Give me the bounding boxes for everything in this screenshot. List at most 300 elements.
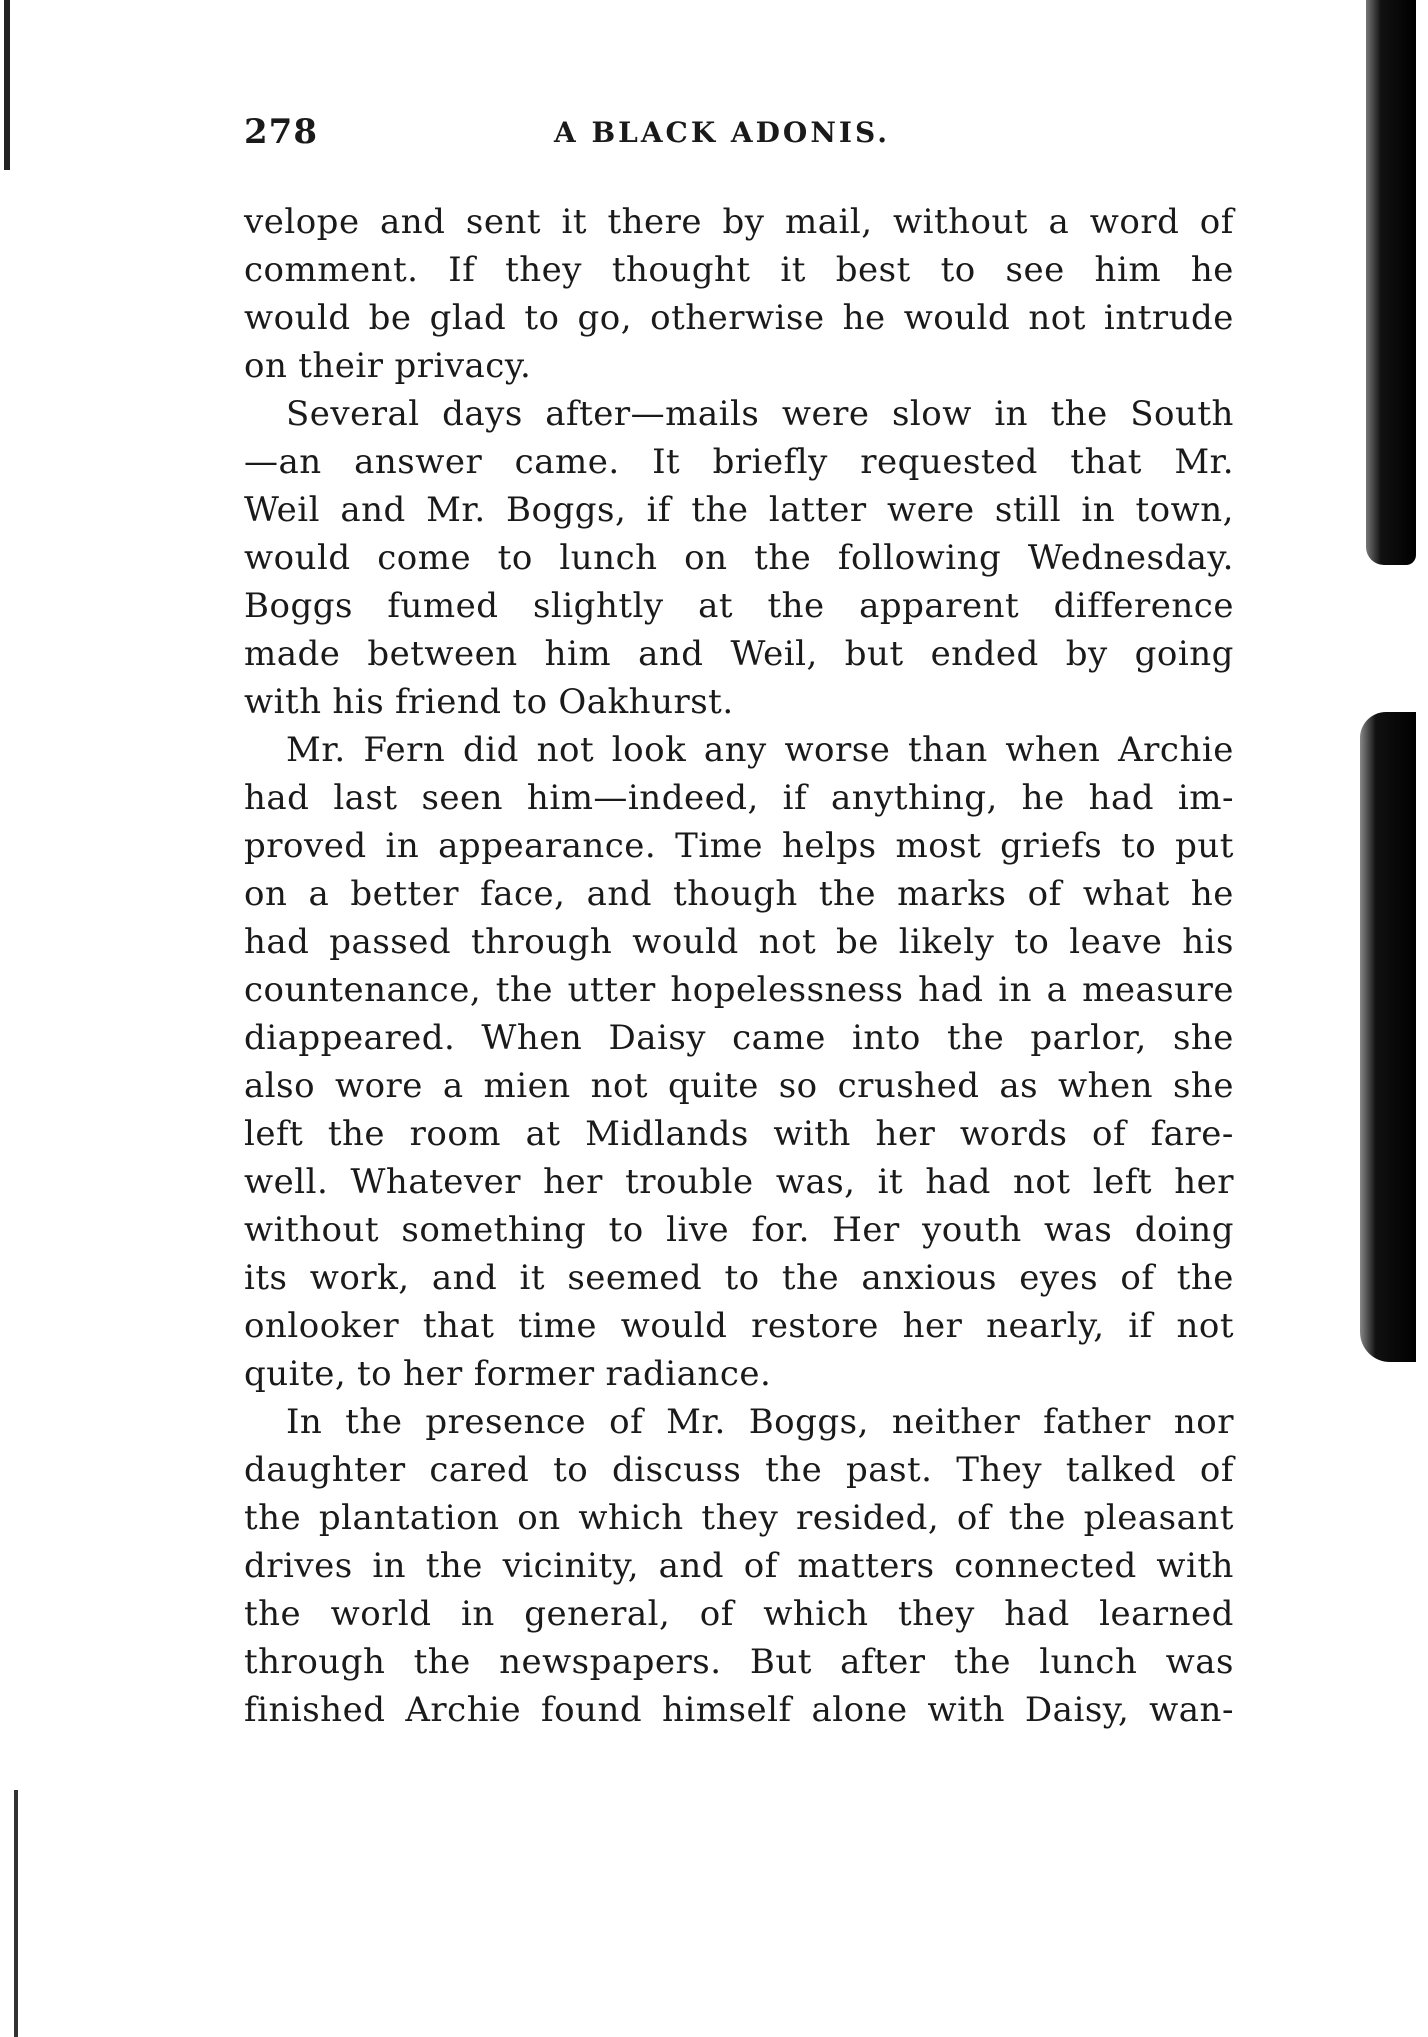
word: seen bbox=[421, 778, 504, 818]
word: would bbox=[244, 298, 351, 338]
word: world bbox=[330, 1594, 432, 1634]
word: of bbox=[1092, 1114, 1127, 1154]
word: he bbox=[842, 298, 886, 338]
word: Boggs, bbox=[506, 490, 627, 530]
word: Weil bbox=[244, 490, 321, 530]
word: he bbox=[1190, 874, 1234, 914]
word: They bbox=[956, 1450, 1043, 1490]
word: the bbox=[691, 490, 749, 530]
word: proved bbox=[244, 826, 367, 866]
word: to bbox=[724, 1258, 760, 1298]
word: finished bbox=[244, 1690, 386, 1730]
word: wore bbox=[334, 1066, 423, 1106]
text-line bbox=[244, 630, 1234, 678]
word: leave bbox=[1069, 922, 1163, 962]
text-line bbox=[244, 246, 1234, 294]
word: would bbox=[903, 298, 1011, 338]
word: was, bbox=[775, 1162, 856, 1202]
text-line bbox=[244, 438, 1234, 486]
word: requested bbox=[860, 442, 1038, 482]
word: helps bbox=[781, 826, 877, 866]
word: to bbox=[553, 1450, 589, 1490]
word: it bbox=[877, 1162, 904, 1202]
word: radiance. bbox=[605, 1354, 772, 1394]
word: so bbox=[778, 1066, 818, 1106]
word: her bbox=[543, 1162, 603, 1202]
word: passed bbox=[329, 922, 452, 962]
word: there bbox=[607, 202, 703, 242]
word: trouble bbox=[625, 1162, 754, 1202]
word: its bbox=[244, 1258, 288, 1298]
word: alone bbox=[811, 1690, 908, 1730]
word: Boggs bbox=[244, 586, 353, 626]
text-line bbox=[244, 726, 1234, 774]
word: worse bbox=[784, 730, 891, 770]
word: after—mails bbox=[545, 394, 760, 434]
word: and bbox=[658, 1546, 725, 1586]
word: would bbox=[244, 538, 351, 578]
word: mail, bbox=[784, 202, 873, 242]
word: without bbox=[892, 202, 1029, 242]
word: a bbox=[1048, 202, 1070, 242]
word: with bbox=[1156, 1546, 1234, 1586]
word: parlor, bbox=[1030, 1018, 1147, 1058]
word: made bbox=[244, 634, 341, 674]
word: come bbox=[377, 538, 472, 578]
word: not bbox=[590, 1066, 649, 1106]
word: with bbox=[773, 1114, 851, 1154]
word: Mr. bbox=[286, 730, 346, 770]
word: pleasant bbox=[1083, 1498, 1234, 1538]
word: her bbox=[1174, 1162, 1234, 1202]
word: cared bbox=[429, 1450, 530, 1490]
word: wan- bbox=[1149, 1690, 1234, 1730]
scan-binding-shadow bbox=[1366, 0, 1416, 565]
word: glad bbox=[429, 298, 507, 338]
word: of bbox=[743, 1546, 778, 1586]
word: otherwise bbox=[650, 298, 825, 338]
word: to bbox=[1121, 826, 1157, 866]
word: Her bbox=[832, 1210, 900, 1250]
word: Several bbox=[286, 394, 420, 434]
word: likely bbox=[898, 922, 995, 962]
word: in bbox=[1081, 490, 1116, 530]
word: had bbox=[244, 922, 310, 962]
word: discuss bbox=[611, 1450, 742, 1490]
scan-binding-shadow bbox=[1360, 712, 1416, 1362]
word: following bbox=[837, 538, 1002, 578]
word: former bbox=[473, 1354, 595, 1394]
word: velope bbox=[244, 202, 360, 242]
word: it bbox=[519, 1258, 546, 1298]
text-line bbox=[244, 1110, 1234, 1158]
word: quite bbox=[668, 1066, 759, 1106]
word: past. bbox=[846, 1450, 933, 1490]
word: on bbox=[244, 346, 288, 386]
word: newspapers. bbox=[499, 1642, 722, 1682]
word: and bbox=[638, 634, 704, 674]
word: to bbox=[357, 1354, 393, 1394]
word: of bbox=[699, 1594, 734, 1634]
word: nor bbox=[1173, 1402, 1234, 1442]
text-line bbox=[244, 1014, 1234, 1062]
text-line bbox=[244, 582, 1234, 630]
word: him bbox=[544, 634, 612, 674]
word: Daisy bbox=[608, 1018, 706, 1058]
word: his bbox=[332, 682, 385, 722]
word: hopelessness bbox=[670, 970, 904, 1010]
word: of bbox=[609, 1402, 644, 1442]
word: plantation bbox=[318, 1498, 500, 1538]
word: with bbox=[927, 1690, 1006, 1730]
word: the bbox=[244, 1594, 302, 1634]
word: marks bbox=[897, 874, 1007, 914]
word: to bbox=[512, 682, 548, 722]
word: if bbox=[646, 490, 672, 530]
word: countenance, bbox=[244, 970, 482, 1010]
word: they bbox=[897, 1594, 975, 1634]
word: the bbox=[495, 970, 553, 1010]
word: Oakhurst. bbox=[558, 682, 734, 722]
word: the bbox=[754, 538, 812, 578]
word: better bbox=[350, 874, 459, 914]
word: came. bbox=[514, 442, 620, 482]
word: restore bbox=[751, 1306, 879, 1346]
word: work, bbox=[309, 1258, 410, 1298]
word: Mr. bbox=[666, 1402, 726, 1442]
word: Time bbox=[675, 826, 764, 866]
word: friend bbox=[395, 682, 502, 722]
text-line bbox=[244, 966, 1234, 1014]
word: the bbox=[781, 1258, 840, 1298]
word: difference bbox=[1053, 586, 1234, 626]
word: time bbox=[518, 1306, 598, 1346]
word: than bbox=[908, 730, 988, 770]
word: In bbox=[286, 1402, 323, 1442]
word: she bbox=[1172, 1018, 1234, 1058]
word: would bbox=[620, 1306, 728, 1346]
word: the bbox=[1176, 1258, 1234, 1298]
word: on bbox=[244, 874, 288, 914]
word: the bbox=[767, 586, 825, 626]
word: going bbox=[1134, 634, 1234, 674]
word: the bbox=[947, 1018, 1005, 1058]
word: into bbox=[851, 1018, 921, 1058]
word: most bbox=[895, 826, 982, 866]
text-line bbox=[244, 1590, 1234, 1638]
word: onlooker bbox=[244, 1306, 400, 1346]
word: the bbox=[1008, 1498, 1066, 1538]
word: would bbox=[632, 922, 739, 962]
word: be bbox=[836, 922, 879, 962]
word: his bbox=[1182, 922, 1234, 962]
word: If bbox=[448, 250, 476, 290]
word: —an bbox=[244, 442, 322, 482]
word: after bbox=[840, 1642, 926, 1682]
word: the bbox=[953, 1642, 1011, 1682]
text-line bbox=[244, 870, 1234, 918]
word: were bbox=[781, 394, 870, 434]
text-line bbox=[244, 1062, 1234, 1110]
text-line bbox=[244, 918, 1234, 966]
word: thought bbox=[611, 250, 751, 290]
word: Mr. bbox=[426, 490, 486, 530]
word: the bbox=[345, 1402, 403, 1442]
word: of bbox=[1199, 202, 1234, 242]
word: the bbox=[425, 1546, 483, 1586]
word: which bbox=[578, 1498, 684, 1538]
word: something bbox=[401, 1210, 587, 1250]
word: on bbox=[517, 1498, 561, 1538]
word: at bbox=[525, 1114, 561, 1154]
text-line bbox=[244, 1302, 1234, 1350]
word: the bbox=[765, 1450, 823, 1490]
word: their bbox=[298, 346, 384, 386]
text-line bbox=[244, 1398, 1234, 1446]
text-line bbox=[244, 1638, 1234, 1686]
word: Archie bbox=[405, 1690, 522, 1730]
text-line bbox=[244, 342, 1234, 390]
word: learned bbox=[1099, 1594, 1234, 1634]
word: the bbox=[244, 1498, 302, 1538]
word: general, bbox=[524, 1594, 671, 1634]
word: last bbox=[333, 778, 398, 818]
text-line bbox=[244, 1206, 1234, 1254]
word: which bbox=[763, 1594, 869, 1634]
word: him bbox=[1094, 250, 1162, 290]
word: Weil, bbox=[730, 634, 818, 674]
word: in bbox=[372, 1546, 407, 1586]
word: live bbox=[666, 1210, 730, 1250]
word: they bbox=[505, 250, 583, 290]
word: was bbox=[1044, 1210, 1113, 1250]
word: briefly bbox=[712, 442, 828, 482]
word: of bbox=[956, 1498, 991, 1538]
page-number: 278 bbox=[244, 112, 318, 152]
word: that bbox=[422, 1306, 495, 1346]
word: on bbox=[684, 538, 728, 578]
word: in bbox=[385, 826, 420, 866]
text-line bbox=[244, 1158, 1234, 1206]
word: any bbox=[703, 730, 767, 770]
word: though bbox=[673, 874, 798, 914]
word: South bbox=[1130, 394, 1234, 434]
word: Midlands bbox=[585, 1114, 749, 1154]
word: Archie bbox=[1118, 730, 1234, 770]
word: anxious bbox=[861, 1258, 997, 1298]
word: did bbox=[463, 730, 519, 770]
word: Daisy, bbox=[1024, 1690, 1130, 1730]
word: for. bbox=[751, 1210, 810, 1250]
word: if bbox=[1128, 1306, 1153, 1346]
text-line bbox=[244, 1494, 1234, 1542]
word: when bbox=[1005, 730, 1101, 770]
text-line bbox=[244, 1350, 1234, 1398]
word: had bbox=[1004, 1594, 1070, 1634]
text-line bbox=[244, 822, 1234, 870]
text-line bbox=[244, 486, 1234, 534]
word: words bbox=[959, 1114, 1068, 1154]
word: lunch bbox=[559, 538, 658, 578]
text-line bbox=[244, 534, 1234, 582]
word: answer bbox=[354, 442, 483, 482]
word: also bbox=[244, 1066, 316, 1106]
word: latter bbox=[768, 490, 867, 530]
word: a bbox=[442, 1066, 464, 1106]
scan-edge-mark bbox=[14, 1790, 18, 2037]
text-line bbox=[244, 198, 1234, 246]
word: fare- bbox=[1150, 1114, 1234, 1154]
word: a bbox=[308, 874, 330, 914]
word: at bbox=[698, 586, 733, 626]
word: It bbox=[652, 442, 681, 482]
word: best bbox=[835, 250, 911, 290]
word: that bbox=[1070, 442, 1142, 482]
word: Boggs, bbox=[748, 1402, 869, 1442]
word: to bbox=[497, 538, 533, 578]
word: the bbox=[413, 1642, 471, 1682]
word: go, bbox=[577, 298, 633, 338]
word: and bbox=[586, 874, 653, 914]
text-line bbox=[244, 1446, 1234, 1494]
word: doing bbox=[1134, 1210, 1234, 1250]
word: sent bbox=[465, 202, 542, 242]
word: without bbox=[244, 1210, 380, 1250]
word: apparent bbox=[859, 586, 1020, 626]
word: slow bbox=[891, 394, 972, 434]
word: When bbox=[481, 1018, 583, 1058]
word: presence bbox=[425, 1402, 587, 1442]
word: mien bbox=[483, 1066, 571, 1106]
word: ended bbox=[930, 634, 1039, 674]
word: himself bbox=[662, 1690, 792, 1730]
word: measure bbox=[1082, 970, 1234, 1010]
word: appearance. bbox=[438, 826, 657, 866]
word: through bbox=[470, 922, 613, 962]
word: with bbox=[244, 682, 322, 722]
word: left bbox=[1092, 1162, 1152, 1202]
word: he bbox=[1190, 250, 1234, 290]
word: put bbox=[1175, 826, 1234, 866]
word: him—indeed, bbox=[526, 778, 759, 818]
word: father bbox=[1043, 1402, 1151, 1442]
word: the bbox=[1050, 394, 1108, 434]
word: youth bbox=[922, 1210, 1022, 1250]
word: in bbox=[994, 394, 1029, 434]
page-header bbox=[244, 112, 1234, 162]
word: room bbox=[409, 1114, 502, 1154]
word: of bbox=[1027, 874, 1062, 914]
word: it bbox=[780, 250, 806, 290]
word: came bbox=[732, 1018, 826, 1058]
running-head: A BLACK ADONIS. bbox=[554, 116, 890, 149]
word: had bbox=[918, 970, 984, 1010]
word: by bbox=[1065, 634, 1108, 674]
word: the bbox=[818, 874, 877, 914]
word: word bbox=[1089, 202, 1180, 242]
word: to bbox=[524, 298, 560, 338]
word: a bbox=[1046, 970, 1068, 1010]
word: to bbox=[1014, 922, 1050, 962]
word: he bbox=[1021, 778, 1065, 818]
word: through bbox=[244, 1642, 386, 1682]
word: and bbox=[340, 490, 406, 530]
scan-edge-mark bbox=[4, 0, 10, 170]
word: they bbox=[701, 1498, 779, 1538]
word: lunch bbox=[1039, 1642, 1138, 1682]
word: between bbox=[367, 634, 518, 674]
word: seemed bbox=[567, 1258, 703, 1298]
word: im- bbox=[1177, 778, 1234, 818]
text-line bbox=[244, 1542, 1234, 1590]
word: daughter bbox=[244, 1450, 406, 1490]
text-line bbox=[244, 294, 1234, 342]
word: to bbox=[940, 250, 976, 290]
word: be bbox=[368, 298, 412, 338]
word: had bbox=[1088, 778, 1155, 818]
word: as bbox=[999, 1066, 1039, 1106]
word: anything, bbox=[831, 778, 998, 818]
word: it bbox=[561, 202, 588, 242]
word: diappeared. bbox=[244, 1018, 456, 1058]
word: Fern bbox=[363, 730, 446, 770]
word: her bbox=[403, 1354, 463, 1394]
word: by bbox=[722, 202, 765, 242]
word: were bbox=[886, 490, 975, 530]
word: still bbox=[994, 490, 1062, 530]
word: she bbox=[1172, 1066, 1234, 1106]
word: eyes bbox=[1019, 1258, 1099, 1298]
word: what bbox=[1082, 874, 1170, 914]
word: resided, bbox=[796, 1498, 940, 1538]
word: talked bbox=[1065, 1450, 1177, 1490]
word: utter bbox=[567, 970, 656, 1010]
word: and bbox=[380, 202, 446, 242]
text-line bbox=[244, 1686, 1234, 1734]
word: Mr. bbox=[1174, 442, 1234, 482]
word: griefs bbox=[1000, 826, 1103, 866]
word: the bbox=[327, 1114, 386, 1154]
word: and bbox=[431, 1258, 498, 1298]
word: her bbox=[902, 1306, 963, 1346]
word: when bbox=[1058, 1066, 1154, 1106]
word: of bbox=[1120, 1258, 1155, 1298]
word: comment. bbox=[244, 250, 419, 290]
text-line bbox=[244, 774, 1234, 822]
word: was bbox=[1165, 1642, 1234, 1682]
word: neither bbox=[891, 1402, 1021, 1442]
word: matters bbox=[797, 1546, 935, 1586]
text-line bbox=[244, 1254, 1234, 1302]
word: vicinity, bbox=[502, 1546, 639, 1586]
word: town, bbox=[1135, 490, 1234, 530]
word: had bbox=[925, 1162, 991, 1202]
text-line bbox=[244, 678, 1234, 726]
word: face, bbox=[480, 874, 566, 914]
word: well. bbox=[244, 1162, 329, 1202]
word: not bbox=[1028, 298, 1086, 338]
word: nearly, bbox=[986, 1306, 1105, 1346]
word: of bbox=[1199, 1450, 1234, 1490]
word: privacy. bbox=[394, 346, 532, 386]
word: quite, bbox=[244, 1354, 347, 1394]
word: look bbox=[611, 730, 687, 770]
word: not bbox=[758, 922, 817, 962]
word: but bbox=[844, 634, 904, 674]
word: had bbox=[244, 778, 310, 818]
word: Wednesday. bbox=[1027, 538, 1234, 578]
word: if bbox=[782, 778, 808, 818]
